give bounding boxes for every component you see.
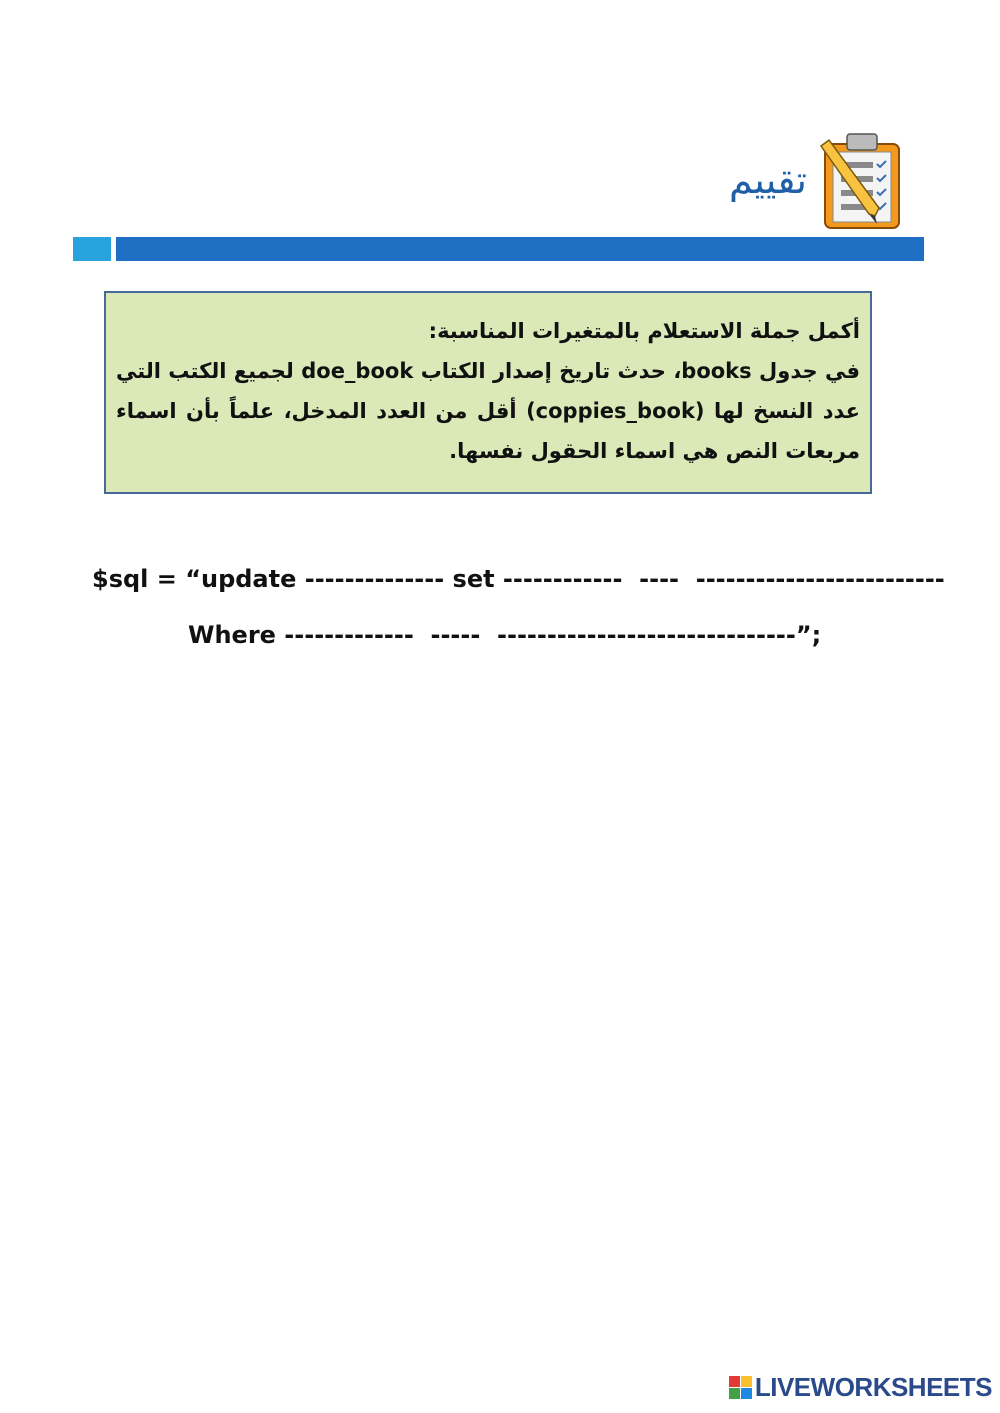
footer-logo [729,1372,992,1403]
sql-code-line-2: Where ------------- ----- ------------------------------”; [188,621,822,649]
liveworksheets-logo-icon [729,1376,752,1399]
instruction-body: في جدول books، حدث تاريخ إصدار الكتاب doe_book لجميع الكتب التي عدد النسخ لها (coppies_book) أقل من العدد المدخل، علماً بأن اسماء مربعات النص هي اسماء الحقول نفسها. [116,359,860,463]
clipboard-checklist-icon [819,130,905,230]
page-header [729,130,905,230]
footer-brand: LIVEWORKSHEETS [754,1372,992,1402]
header-divider-bar [116,237,924,261]
sql-code-line-1: $sql = “update -------------- set ------------ ---- ------------------------- [92,565,945,593]
header-divider-accent [73,237,111,261]
instruction-box [104,291,872,494]
instruction-title: أكمل جملة الاستعلام بالمتغيرات المناسبة: [428,319,860,343]
page-title: تقييم [728,158,807,202]
